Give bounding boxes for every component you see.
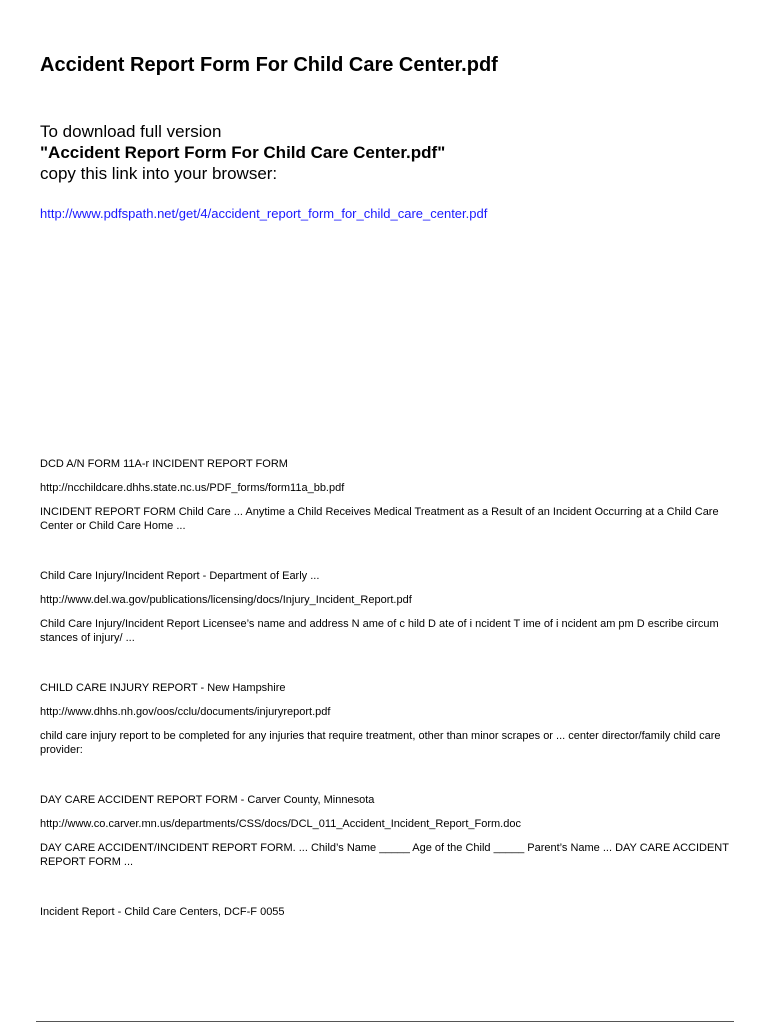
download-instruction-text: copy this link into your browser:: [40, 164, 278, 183]
download-filename: "Accident Report Form For Child Care Center.pdf": [40, 143, 446, 162]
search-result: [40, 793, 740, 869]
result-description: child care injury report to be completed for any injuries that require treatment, other than minor scrapes or ... center director/family child care provider:: [40, 730, 721, 756]
result-title: DAY CARE ACCIDENT REPORT FORM - Carver County, Minnesota: [40, 794, 375, 806]
search-results-list: [40, 457, 740, 955]
search-result: [40, 905, 740, 919]
result-url: http://www.dhhs.nh.gov/oos/cclu/documents/injuryreport.pdf: [40, 706, 331, 718]
footer-divider: [36, 1021, 734, 1022]
result-title: DCD A/N FORM 11A-r INCIDENT REPORT FORM: [40, 458, 288, 470]
result-title: Incident Report - Child Care Centers, DCF-F 0055: [40, 906, 285, 918]
result-title: CHILD CARE INJURY REPORT - New Hampshire: [40, 682, 286, 694]
result-description: DAY CARE ACCIDENT/INCIDENT REPORT FORM. ... Child’s Name _____ Age of the Child _____ Parent’s Name ... DAY CARE ACCIDENT REPORT FORM ...: [40, 842, 729, 868]
result-url: http://ncchildcare.dhhs.state.nc.us/PDF_forms/form11a_bb.pdf: [40, 482, 345, 494]
search-result: [40, 457, 740, 533]
page-title: Accident Report Form For Child Care Center.pdf: [40, 54, 498, 76]
download-instructions: [40, 121, 445, 184]
download-link[interactable]: http://www.pdfspath.net/get/4/accident_report_form_for_child_care_center.pdf: [40, 206, 488, 221]
download-intro-text: To download full version: [40, 122, 222, 141]
result-url: http://www.del.wa.gov/publications/licensing/docs/Injury_Incident_Report.pdf: [40, 594, 412, 606]
search-result: [40, 681, 740, 757]
result-description: Child Care Injury/Incident Report Licensee’s name and address N ame of c hild D ate of i ncident T ime of i ncident am pm D escribe circum stances of injury/ ...: [40, 618, 719, 644]
result-url: http://www.co.carver.mn.us/departments/CSS/docs/DCL_011_Accident_Incident_Report_Form.doc: [40, 818, 521, 830]
search-result: [40, 569, 740, 645]
result-title: Child Care Injury/Incident Report - Department of Early ...: [40, 570, 320, 582]
result-description: INCIDENT REPORT FORM Child Care ... Anytime a Child Receives Medical Treatment as a Result of an Incident Occurring at a Child Care Center or Child Care Home ...: [40, 506, 719, 532]
